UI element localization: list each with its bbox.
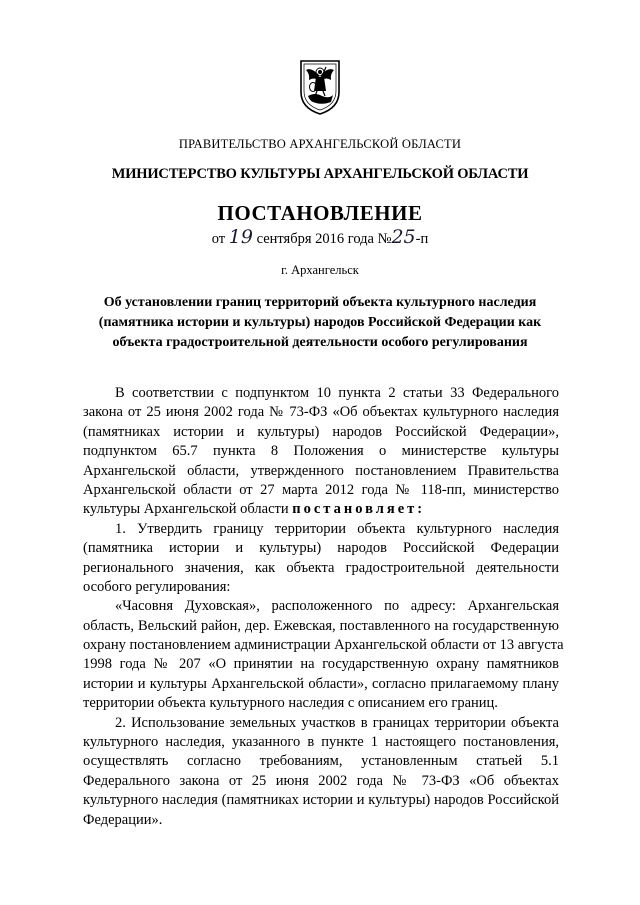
handwritten-number: 25 bbox=[391, 226, 416, 248]
number-suffix: -п bbox=[415, 231, 429, 247]
body-line: закона от 25 июня 2002 года № 73-ФЗ «Об объектах культурного наследия bbox=[83, 404, 559, 421]
document-body bbox=[83, 384, 564, 830]
body-line: культурного наследия (памятниках истории и культуры) народов Российской bbox=[83, 792, 559, 809]
body-line: область, Вельский район, дер. Ежевская, поставленного на государственную bbox=[83, 617, 559, 634]
title-line: (памятника истории и культуры) народов Российской Федерации как bbox=[98, 315, 542, 330]
body-line: «Часовня Духовская», расположенного по адресу: Архангельская bbox=[115, 598, 559, 615]
body-line: истории и культуры Архангельской области», согласно прилагаемому плану bbox=[83, 675, 559, 692]
city: г. Архангельск bbox=[281, 263, 359, 277]
body-line: осуществлять согласно требованиям, установленным статьей 5.1 bbox=[83, 753, 559, 770]
body-line: охрану постановлением администрации Архангельской области от 13 августа bbox=[83, 637, 564, 654]
body-line: 1998 года № 207 «О принятии на государственную охрану памятников bbox=[83, 656, 559, 673]
arkhangelsk-coat-of-arms-icon bbox=[297, 58, 343, 116]
body-line: особого регулирования: bbox=[83, 578, 231, 595]
body-line bbox=[83, 500, 559, 519]
body-line: подпунктом 65.7 пункта 8 Положения о министерстве культуры bbox=[83, 443, 559, 460]
month-year: сентября 2016 года bbox=[256, 231, 374, 247]
date-prefix: от bbox=[211, 231, 226, 247]
body-line: (памятника истории и культуры) народов Российской Федерации bbox=[83, 540, 559, 557]
number-prefix: № bbox=[377, 231, 392, 247]
government-name: ПРАВИТЕЛЬСТВО АРХАНГЕЛЬСКОЙ ОБЛАСТИ bbox=[178, 137, 462, 151]
document-title bbox=[90, 293, 550, 353]
body-line: 2. Использование земельных участков в границах территории объекта bbox=[115, 714, 559, 731]
body-line: регионального значения, как объекта градостроительной деятельности bbox=[83, 559, 559, 576]
body-line: территории объекта культурного наследия с описанием его границ. bbox=[83, 695, 498, 712]
body-line: культурного наследия, указанного в пункте 1 настоящего постановления, bbox=[83, 734, 559, 751]
body-line: Федерального закона от 25 июня 2002 года № 73-ФЗ «Об объектах bbox=[83, 772, 559, 789]
body-text: культуры Архангельской области bbox=[83, 501, 293, 518]
title-line: объекта градостроительной деятельности особого регулирования bbox=[112, 335, 528, 350]
ministry-name: МИНИСТЕРСТВО КУЛЬТУРЫ АРХАНГЕЛЬСКОЙ ОБЛАСТИ bbox=[111, 166, 529, 182]
body-line: Архангельской области, утвержденного постановлением Правительства bbox=[83, 462, 559, 479]
title-line: Об установлении границ территорий объекта культурного наследия bbox=[103, 295, 537, 310]
decree-word: постановляет: bbox=[292, 501, 426, 518]
document-type: ПОСТАНОВЛЕНИЕ bbox=[217, 201, 423, 225]
handwritten-day: 19 bbox=[228, 226, 253, 248]
body-line: 1. Утвердить границу территории объекта культурного наследия bbox=[115, 520, 559, 537]
body-line: Федерации». bbox=[83, 811, 163, 828]
body-line: (памятниках истории и культуры) народов Российской Федерации», bbox=[83, 423, 559, 440]
body-line: В соответствии с подпунктом 10 пункта 2 статьи 33 Федерального bbox=[115, 385, 559, 401]
body-line: Архангельской области от 27 марта 2012 года № 118-пп, министерство bbox=[83, 481, 559, 498]
date-number-line bbox=[0, 226, 640, 248]
